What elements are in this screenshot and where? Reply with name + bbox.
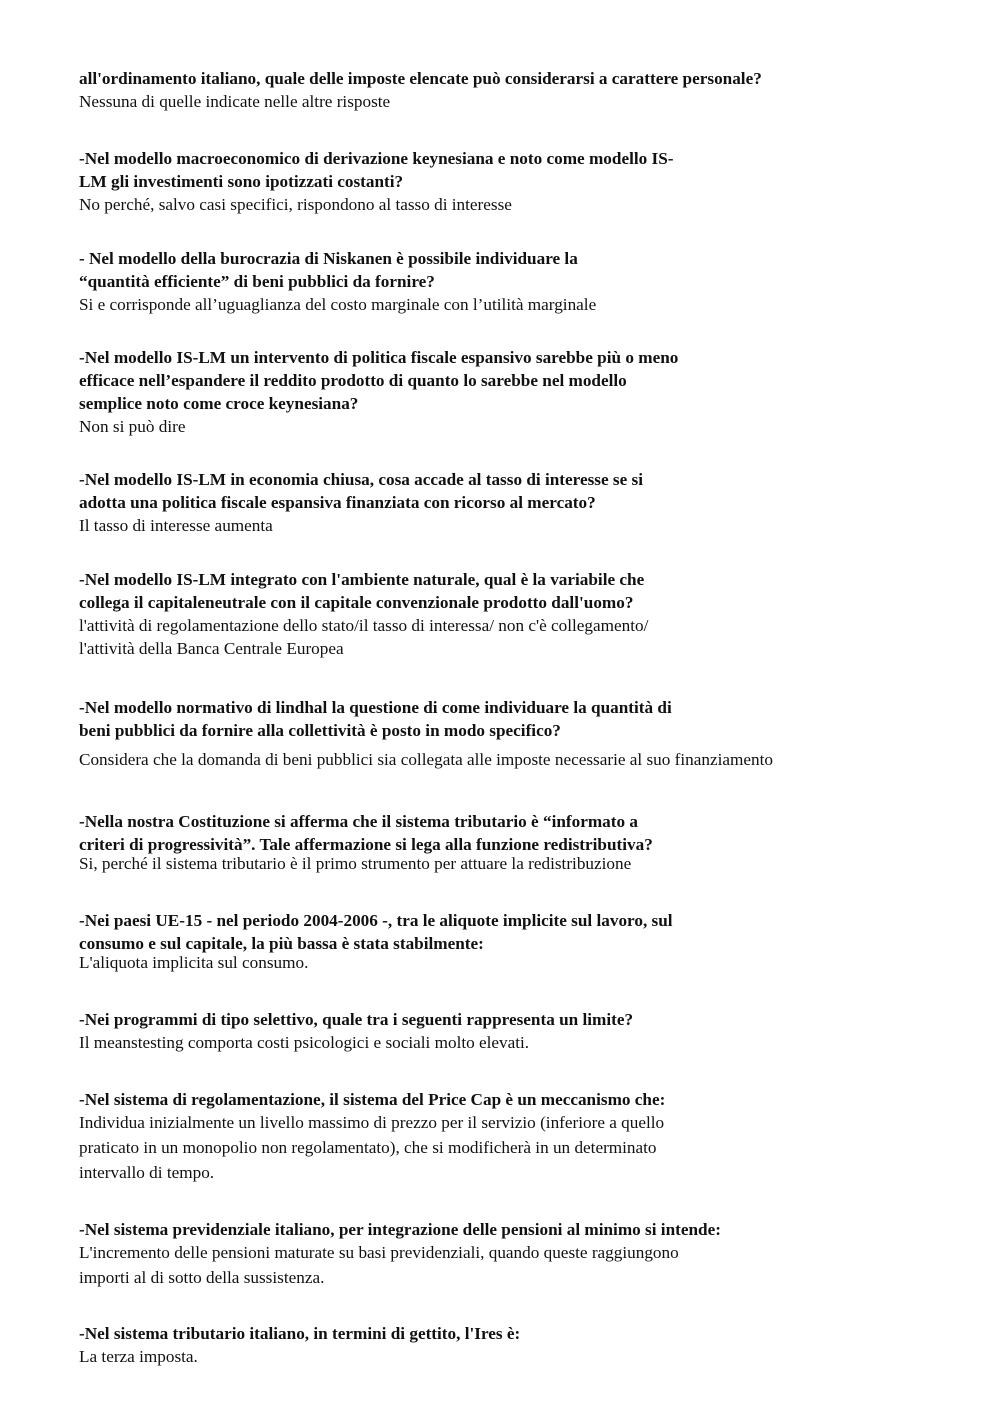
qa-block-4 [79,346,959,438]
question-line: consumo e sul capitale, la più bassa è stata stabilmente: [79,934,484,953]
question-line: -Nel sistema previdenziale italiano, per integrazione delle pensioni al minimo si intende: [79,1220,721,1239]
question-line: all'ordinamento italiano, quale delle imposte elencate può considerarsi a carattere personale? [79,69,762,88]
question-line: “quantità efficiente” di beni pubblici da fornire? [79,272,435,291]
question-line: beni pubblici da fornire alla collettività è posto in modo specifico? [79,721,561,740]
question-line: -Nel modello IS-LM in economia chiusa, cosa accade al tasso di interesse se si [79,470,643,489]
answer-line: intervallo di tempo. [79,1163,215,1182]
answer-line: Il tasso di interesse aumenta [79,516,273,535]
answer-line: l'attività di regolamentazione dello stato/il tasso di interessa/ non c'è collegamento/ [79,616,649,635]
question-line: -Nel modello IS-LM un intervento di politica fiscale espansivo sarebbe più o meno [79,348,679,367]
question-line: -Nel modello normativo di lindhal la questione di come individuare la quantità di [79,698,672,717]
question-line: -Nel modello macroeconomico di derivazione keynesiana e noto come modello IS- [79,149,674,168]
question-line: -Nei programmi di tipo selettivo, quale tra i seguenti rappresenta un limite? [79,1010,634,1029]
question-line: -Nella nostra Costituzione si afferma che il sistema tributario è “informato a [79,812,638,831]
qa-block-13 [79,1322,959,1368]
answer-line: Il meanstesting comporta costi psicologici e sociali molto elevati. [79,1033,530,1052]
qa-block-8 [79,810,959,875]
answer-line: Non si può dire [79,417,186,436]
question-line: -Nel sistema tributario italiano, in termini di gettito, l'Ires è: [79,1324,521,1343]
qa-block-6 [79,568,959,660]
qa-block-12 [79,1218,959,1289]
question-line: -Nei paesi UE-15 - nel periodo 2004-2006 -, tra le aliquote implicite sul lavoro, sul [79,911,673,930]
question-line: - Nel modello della burocrazia di Niskanen è possibile individuare la [79,249,578,268]
qa-block-10 [79,1008,959,1054]
answer-line: Nessuna di quelle indicate nelle altre risposte [79,92,391,111]
qa-block-11 [79,1088,959,1184]
answer-line: La terza imposta. [79,1347,198,1366]
question-line: -Nel sistema di regolamentazione, il sistema del Price Cap è un meccanismo che: [79,1090,666,1109]
qa-block-5 [79,468,959,537]
answer-line: Individua inizialmente un livello massimo di prezzo per il servizio (inferiore a quello [79,1113,665,1132]
question-line: criteri di progressività”. Tale affermazione si lega alla funzione redistributiva? [79,835,653,854]
answer-line: Si, perché il sistema tributario è il primo strumento per attuare la redistribuzione [79,854,632,873]
qa-block-2 [79,147,959,216]
answer-line: No perché, salvo casi specifici, rispondono al tasso di interesse [79,195,512,214]
answer-line: l'attività della Banca Centrale Europea [79,639,344,658]
answer-line: praticato in un monopolio non regolamentato), che si modificherà in un determinato [79,1138,657,1157]
qa-block-7 [79,696,959,771]
answer-line: L'incremento delle pensioni maturate su basi previdenziali, quando queste raggiungono [79,1243,679,1262]
qa-block-3 [79,247,959,316]
question-line: collega il capitaleneutrale con il capitale convenzionale prodotto dall'uomo? [79,593,634,612]
question-line: efficace nell’espandere il reddito prodotto di quanto lo sarebbe nel modello [79,371,627,390]
answer-line: Considera che la domanda di beni pubblici sia collegata alle imposte necessarie al suo finanziamento [79,750,773,769]
answer-line: importi al di sotto della sussistenza. [79,1268,325,1287]
question-line: adotta una politica fiscale espansiva finanziata con ricorso al mercato? [79,493,596,512]
qa-block-9 [79,909,959,974]
qa-block-1 [79,67,959,113]
question-line: LM gli investimenti sono ipotizzati costanti? [79,172,404,191]
question-line: -Nel modello IS-LM integrato con l'ambiente naturale, qual è la variabile che [79,570,645,589]
question-line: semplice noto come croce keynesiana? [79,394,359,413]
answer-line: L'aliquota implicita sul consumo. [79,953,309,972]
answer-line: Si e corrisponde all’uguaglianza del costo marginale con l’utilità marginale [79,295,597,314]
